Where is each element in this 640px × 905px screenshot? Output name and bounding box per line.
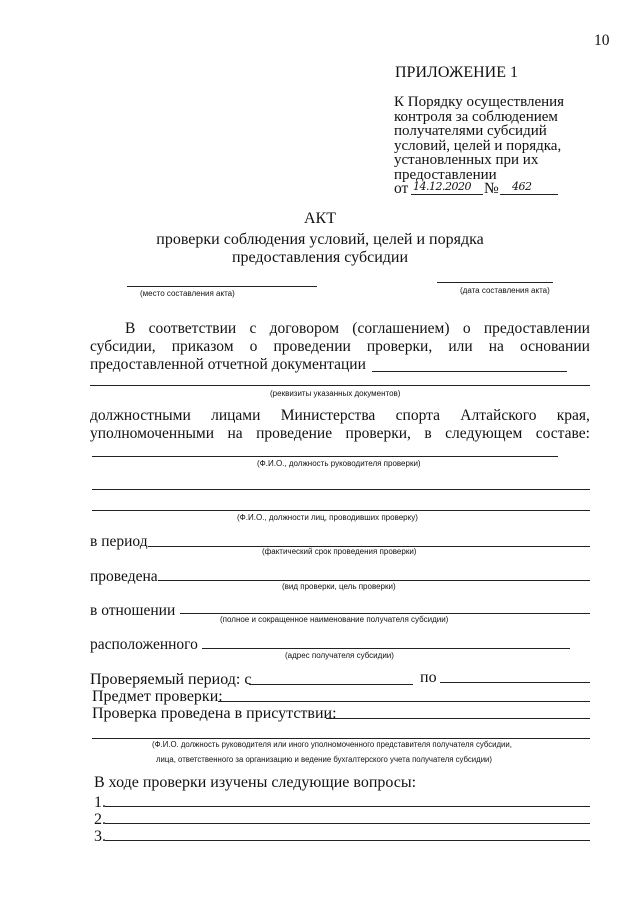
appendix-line: К Порядку осуществления [394, 94, 565, 110]
date-caption: (дата составления акта) [460, 286, 550, 295]
word: соответствии [148, 320, 237, 337]
word: приказом [171, 338, 234, 355]
word: проверки, [366, 338, 433, 355]
docs-line [90, 385, 590, 386]
word: составе: [535, 425, 590, 442]
address-line [202, 648, 570, 649]
word: уполномоченными [90, 425, 215, 442]
from-label: от [394, 180, 409, 197]
located-label: расположенного [90, 636, 198, 653]
word: на [488, 338, 504, 355]
word: предоставлении [483, 320, 590, 337]
question-number: 3. [94, 828, 106, 845]
address-caption: (адрес получателя субсидии) [285, 651, 394, 660]
officials-caption: (Ф.И.О., должности лиц, проводивших проверку) [237, 513, 418, 522]
number-line [500, 194, 558, 195]
page-number: 10 [594, 32, 610, 49]
subject-line [218, 701, 590, 702]
paragraph-line-1 [125, 321, 590, 337]
date-field-line [437, 282, 553, 283]
word: лицами [211, 407, 261, 424]
place-line [127, 286, 317, 287]
period-caption: (фактический срок проведения проверки) [262, 547, 417, 556]
officials-line-1 [92, 489, 590, 490]
word: договором [269, 320, 340, 337]
questions-label: В ходе проверки изучены следующие вопросы: [94, 774, 417, 791]
paragraph-line-3: предоставленной отчетной документации [90, 356, 366, 373]
paragraph-line-4 [90, 408, 590, 424]
presence-label: Проверка проведена в присутствии: [92, 705, 337, 722]
conducted-label: проведена [90, 568, 158, 585]
place-caption: (место составления акта) [140, 289, 235, 298]
presence-line [326, 718, 590, 719]
paragraph-line-2 [90, 339, 590, 355]
word: проведении [273, 338, 351, 355]
appendix-title: ПРИЛОЖЕНИЕ 1 [395, 64, 519, 81]
word: должностными [90, 407, 191, 424]
reporting-docs-line [372, 371, 567, 372]
head-caption: (Ф.И.О., должность руководителя проверки) [257, 459, 421, 468]
period-label: в период [90, 533, 148, 550]
handwritten-date: 14.12.2020 [413, 180, 471, 193]
word: основании [519, 338, 590, 355]
word: Министерства [280, 407, 376, 424]
recipient-caption: (полное и сокращенное наименование получателя субсидии) [220, 615, 449, 624]
head-line [92, 456, 558, 457]
word: с [249, 320, 257, 337]
period-from-line [249, 684, 413, 685]
presence-caption-1: (Ф.И.О. должность руководителя или иного уполномоченного представителя получателя субсидии, [152, 740, 512, 749]
act-title: АКТ [304, 210, 336, 227]
question-number: 2. [94, 811, 106, 828]
word: следующем [445, 425, 523, 442]
word: проверки, [345, 425, 411, 442]
appendix-line: установленных при их [394, 152, 539, 169]
regarding-line [180, 613, 590, 614]
appendix-line: предоставлении [394, 166, 497, 183]
act-subtitle-1: проверки соблюдения условий, целей и порядка [156, 231, 484, 248]
word: (соглашением) [352, 320, 450, 337]
regarding-label: в отношении [90, 602, 176, 619]
word: в [424, 425, 432, 442]
appendix-line: контроля за соблюдением [394, 108, 558, 125]
question-line-2 [105, 823, 590, 824]
date-line [411, 194, 483, 195]
word: о [249, 338, 258, 355]
subject-label: Предмет проверки: [92, 688, 223, 705]
presence-line-2 [92, 738, 590, 739]
question-line-1 [105, 806, 590, 807]
type-caption: (вид проверки, цель проверки) [282, 582, 396, 591]
question-line-3 [105, 840, 590, 841]
word: проведение [256, 425, 333, 442]
docs-caption: (реквизиты указанных документов) [270, 389, 401, 398]
question-number: 1. [94, 794, 106, 811]
act-subtitle-2: предоставления субсидии [231, 249, 409, 266]
word: Алтайского [460, 407, 537, 424]
word: о [462, 320, 471, 337]
inspected-period-label: Проверяемый период: с [90, 671, 252, 688]
appendix-reference [394, 95, 564, 183]
word: В [125, 320, 136, 337]
presence-caption-2: лица, ответственного за организацию и ведение бухгалтерского учета получателя субсидии) [156, 755, 492, 764]
word: субсидии, [90, 338, 156, 355]
appendix-line: получателями субсидий [394, 123, 547, 140]
to-label: по [420, 669, 437, 686]
number-label: № [484, 180, 499, 197]
word: края, [556, 407, 590, 424]
word: на [227, 425, 243, 442]
word: спорта [395, 407, 440, 424]
conducted-line [158, 580, 590, 581]
word: или [448, 338, 473, 355]
handwritten-number: 462 [512, 180, 532, 193]
period-to-line [440, 682, 590, 683]
paragraph-line-5 [90, 426, 590, 442]
officials-line-2 [92, 510, 590, 511]
appendix-line: условий, целей и порядка, [394, 137, 562, 154]
